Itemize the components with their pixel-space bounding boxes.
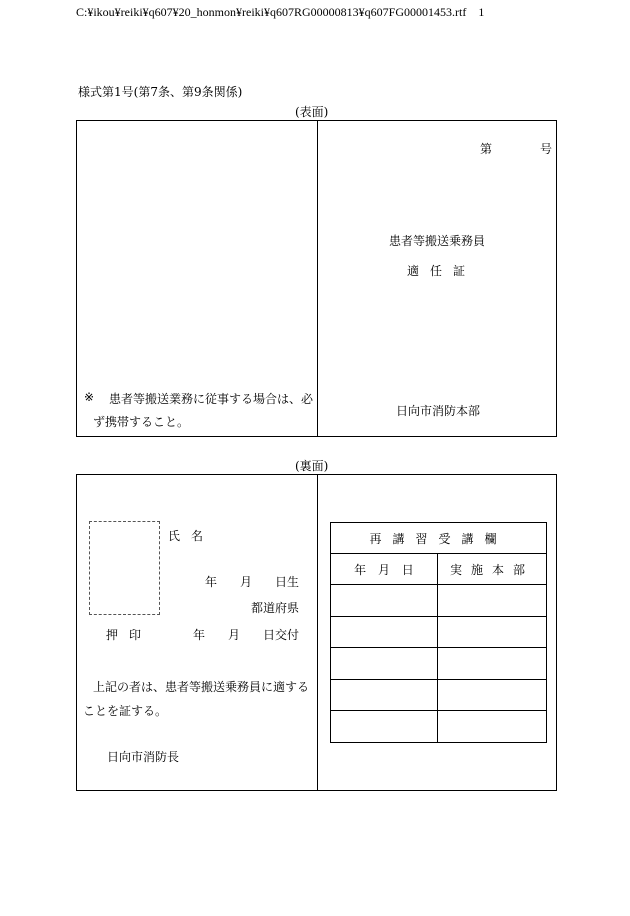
certify-line-1: 上記の者は、患者等搬送乗務員に適する — [93, 680, 310, 694]
birth-month: 月 — [240, 575, 253, 589]
table-row — [331, 711, 547, 743]
photo-placeholder — [89, 521, 160, 615]
number-suffix: 号 — [540, 142, 553, 156]
col-header-dept: 実施本部 — [438, 554, 547, 585]
table-cell — [438, 616, 547, 648]
front-caption: (表面) — [295, 105, 329, 119]
table-cell — [438, 648, 547, 680]
note-line-1: 患者等搬送業務に従事する場合は、必 — [109, 392, 314, 406]
table-cell — [331, 711, 438, 743]
birth-day: 日生 — [275, 575, 300, 589]
table-cell — [331, 648, 438, 680]
card-title: 患者等搬送乗務員 — [389, 234, 486, 248]
front-divider — [317, 121, 318, 436]
seal-label: 押印 — [106, 628, 153, 642]
back-divider — [317, 475, 318, 790]
issue-day: 日交付 — [263, 628, 300, 642]
note-line-2: ず携帯すること。 — [93, 415, 190, 429]
table-cell — [438, 679, 547, 711]
prefecture: 都道府県 — [251, 601, 300, 615]
table-row — [331, 679, 547, 711]
file-path: C:¥ikou¥reiki¥q607¥20_honmon¥reiki¥q607RG00000813¥q607FG00001453.rtf — [76, 5, 467, 19]
table-cell — [331, 616, 438, 648]
front-issuer: 日向市消防本部 — [396, 404, 481, 418]
back-card — [76, 474, 557, 791]
back-caption: (裏面) — [295, 459, 329, 473]
signer: 日向市消防長 — [107, 750, 180, 764]
table-row — [331, 585, 547, 617]
issue-month: 月 — [228, 628, 241, 642]
form-number: 様式第1号(第7条、第9条関係) — [78, 85, 243, 99]
page-number: 1 — [478, 5, 485, 19]
card-subtitle: 適任証 — [407, 264, 477, 278]
table-row — [331, 616, 547, 648]
table-cell — [438, 711, 547, 743]
table-cell — [331, 679, 438, 711]
note-mark: ※ — [84, 390, 95, 404]
retraining-table-title: 再講習受講欄 — [331, 523, 547, 554]
birth-year: 年 — [205, 575, 218, 589]
file-path-header — [76, 5, 484, 20]
issue-year: 年 — [193, 628, 206, 642]
table-cell — [331, 585, 438, 617]
name-label: 氏名 — [168, 529, 215, 543]
number-prefix: 第 — [480, 142, 493, 156]
table-cell — [438, 585, 547, 617]
front-card — [76, 120, 557, 437]
certify-line-2: ことを証する。 — [83, 704, 168, 718]
retraining-table — [330, 522, 547, 743]
table-row — [331, 648, 547, 680]
col-header-date: 年 月 日 — [331, 554, 438, 585]
